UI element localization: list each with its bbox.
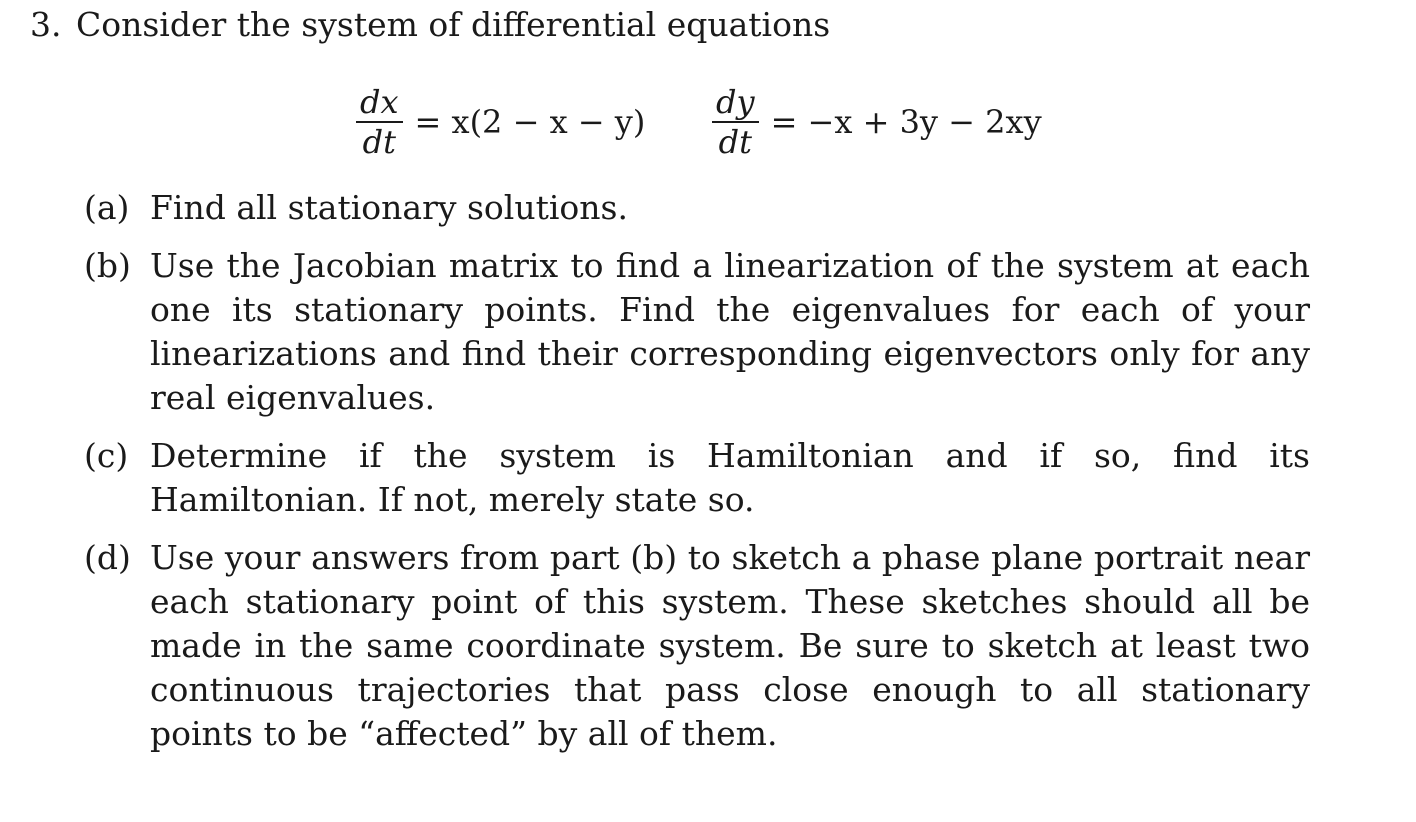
part-text: Determine if the system is Hamiltonian and if so, find its Hamiltonian. If not, merely state so. (150, 436, 1310, 519)
equation-rhs: = x(2 − x − y) (414, 103, 646, 141)
part-label: (a) (84, 188, 130, 227)
problem-heading (30, 4, 830, 46)
part-c (84, 434, 1310, 522)
part-d (84, 536, 1310, 756)
derivative-fraction (356, 83, 403, 161)
part-text: Use your answers from part (b) to sketch a phase plane portrait near each stationary point of this system. These sketches should all be made in the same coordinate system. Be sure to sketch at least two continuous trajectories that pass close enough to all stationary points to be “affected” by all of them. (150, 538, 1310, 753)
part-label: (d) (84, 538, 131, 577)
fraction-denominator: dt (718, 123, 752, 161)
problem-number: 3. (30, 5, 62, 44)
fraction-numerator: dx (360, 83, 399, 121)
part-b (84, 244, 1310, 420)
part-text: Find all stationary solutions. (150, 188, 628, 227)
problem-statement: Consider the system of differential equations (76, 5, 831, 44)
equation-dx-dt (356, 80, 645, 164)
part-a (84, 186, 1310, 230)
part-text: Use the Jacobian matrix to find a linearization of the system at each one its stationary points. Find the eigenvalues for each of your linearizations and find their corresponding eigenvectors only for any real eigenvalues. (150, 246, 1310, 417)
part-label: (c) (84, 436, 129, 475)
equation-rhs: = −x + 3y − 2xy (770, 103, 1042, 141)
fraction-denominator: dt (362, 123, 396, 161)
derivative-fraction (712, 83, 759, 161)
problem-parts-list (84, 186, 1310, 770)
fraction-numerator: dy (716, 83, 755, 121)
part-label: (b) (84, 246, 131, 285)
equation-dy-dt (712, 80, 1042, 164)
